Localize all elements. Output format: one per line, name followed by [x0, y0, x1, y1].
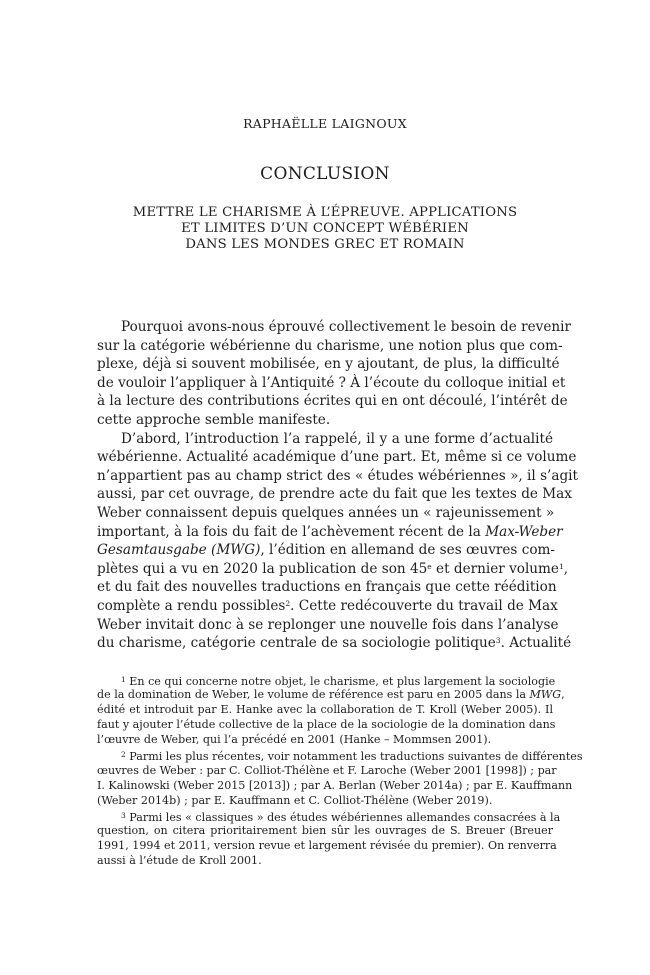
text-line: édité et introduit par E. Hanke avec la collaboration de T. Kroll (Weber 2005). Il: [97, 703, 553, 717]
footnote-number: 2: [121, 750, 126, 760]
footnote-ref[interactable]: 2: [285, 598, 291, 608]
text-line: [97, 541, 556, 560]
text-run: . Cette redécouverte du travail de Max: [290, 597, 558, 614]
main-text: [97, 318, 578, 653]
text-line: 1991, 1994 et 2011, version revue et largement révisée du premier). On renverra: [97, 839, 557, 853]
text-line: wébérienne. Actualité académique d’une part. Et, même si ce volume: [97, 449, 577, 466]
paragraph-1: [97, 318, 571, 430]
footnotes: [97, 672, 583, 868]
text-line: [97, 672, 556, 688]
section-title: CONCLUSION: [260, 164, 390, 184]
text-line: et du fait des nouvelles traductions en français que cette réédition: [97, 579, 557, 596]
text-line: n’appartient pas au champ strict des « études wébériennes », il s’agit: [97, 467, 578, 484]
text-run: . Actualité: [500, 635, 572, 652]
subtitle-line: DANS LES MONDES GREC ET ROMAIN: [185, 237, 465, 252]
text-line: aussi, par cet ouvrage, de prendre acte du fait que les textes de Max: [97, 486, 572, 503]
footnote-1: [97, 672, 565, 747]
text-line: (Weber 2014b) ; par E. Kauffmann et C. Colliot-Thélène (Weber 2019).: [97, 793, 493, 807]
text-line: faut y ajouter l’étude collective de la place de la sociologie de la domination dans: [97, 718, 556, 732]
text-run: ,: [563, 560, 569, 577]
text-line: [97, 523, 563, 542]
text-run: plètes qui a vu en 2020 la publication de son 45: [97, 560, 428, 577]
subtitle-line: ET LIMITES D’UN CONCEPT WÉBÉRIEN: [181, 221, 469, 236]
text-line: aussi à l’étude de Kroll 2001.: [97, 854, 262, 868]
text-line: [97, 747, 583, 764]
text-line: l’œuvre de Weber, qui l’a précédé en 2001 (Hanke – Mommsen 2001).: [97, 733, 492, 747]
text-run: du charisme, catégorie centrale de sa sociologie politique: [97, 635, 496, 652]
footnote-number: 1: [121, 675, 126, 684]
text-line: [97, 687, 565, 702]
chapter-subtitle: [120, 205, 530, 253]
text-line: D’abord, l’introduction l’a rappelé, il y a une forme d’actualité: [121, 430, 553, 447]
text-line: Weber invitait donc à se replonger une nouvelle fois dans l’analyse: [97, 616, 559, 633]
text-line: œuvres de Weber : par C. Colliot-Thélène et F. Laroche (Weber 2001 [1998]) ; par: [97, 763, 557, 777]
text-run: Parmi les « classiques » des études wébériennes allemandes consacrées à la: [125, 810, 561, 824]
running-header-author: RAPHAËLLE LAIGNOUX: [243, 116, 407, 131]
text-line: de vouloir l’appliquer à l’Antiquité ? À l’écoute du colloque initial et: [97, 374, 566, 391]
footnote-2: [97, 747, 583, 807]
paragraph-2: [97, 430, 578, 653]
text-line: [97, 634, 572, 653]
text-run: ,: [561, 688, 565, 702]
text-run: En ce qui concerne notre objet, le charisme, et plus largement la sociologie: [125, 675, 556, 688]
text-line: sur la catégorie wébérienne du charisme, une notion plus que com-: [97, 337, 563, 354]
text-line: [97, 560, 569, 579]
italic-run: Max-Weber: [485, 523, 563, 540]
text-run: important, à la fois du fait de l’achèvement récent de la: [97, 523, 486, 540]
italic-run: Gesamtausgabe (MWG): [97, 542, 261, 559]
italic-run: MWG: [529, 688, 562, 702]
text-line: Weber connaissent depuis quelques années un « rajeunissement »: [97, 504, 555, 521]
text-run: , l’édition en allemand de ses œuvres com-: [260, 542, 556, 559]
text-run: complète a rendu possibles: [97, 597, 286, 614]
footnote-number: 3: [121, 810, 126, 820]
ordinal-superscript: e: [427, 561, 432, 571]
subtitle-line: METTRE LE CHARISME À L’ÉPREUVE. APPLICATIONS: [132, 205, 518, 220]
text-line: [97, 808, 561, 824]
text-run: Parmi les plus récentes, voir notamment les traductions suivantes de différentes: [125, 750, 583, 764]
footnote-ref[interactable]: 3: [495, 636, 501, 646]
text-run: et dernier volume: [431, 560, 559, 577]
footnote-ref[interactable]: 1: [558, 561, 564, 571]
text-line: question, on citera prioritairement bien sûr les ouvrages de S. Breuer (Breuer: [97, 823, 553, 837]
text-line: Pourquoi avons-nous éprouvé collectivement le besoin de revenir: [121, 319, 571, 335]
footnote-3: [97, 808, 561, 868]
text-line: plexe, déjà si souvent mobilisée, en y ajoutant, de plus, la difficulté: [97, 356, 560, 373]
text-line: [97, 597, 558, 616]
text-line: I. Kalinowski (Weber 2015 [2013]) ; par A. Berlan (Weber 2014a) ; par E. Kauffmann: [97, 778, 573, 792]
text-run: de la domination de Weber, le volume de référence est paru en 2005 dans la: [97, 688, 530, 702]
text-line: cette approche semble manifeste.: [97, 411, 331, 428]
text-line: à la lecture des contributions écrites qui en ont découlé, l’intérêt de: [97, 393, 568, 410]
